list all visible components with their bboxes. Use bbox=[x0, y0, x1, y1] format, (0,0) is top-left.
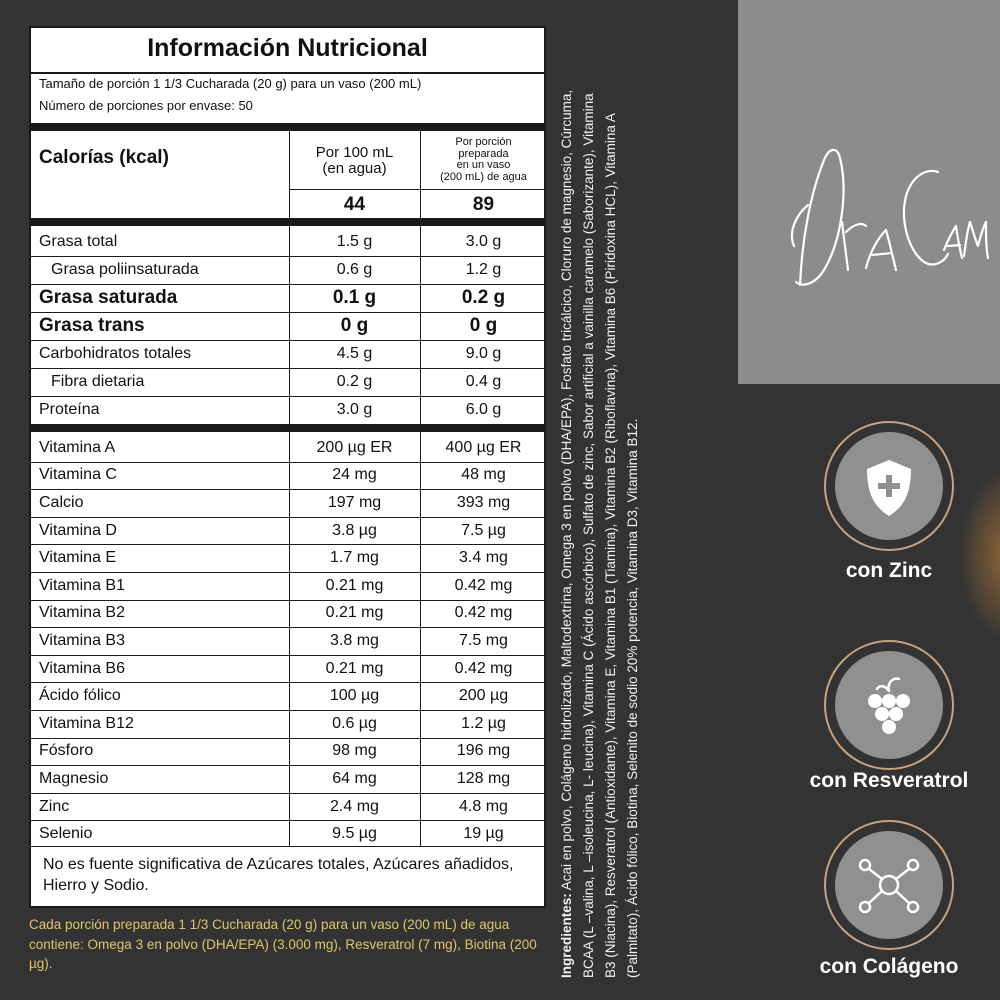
nutrient-row bbox=[31, 489, 544, 517]
value-per-serving: 7.5 mg bbox=[459, 631, 508, 649]
divider bbox=[289, 189, 546, 190]
nutrient-name: Vitamina D bbox=[39, 521, 117, 539]
column-header-per-serving bbox=[421, 137, 546, 183]
value-per-serving: 48 mg bbox=[461, 466, 506, 484]
nutrient-name: Calcio bbox=[39, 493, 84, 511]
value-per-serving: 0.4 g bbox=[465, 373, 502, 390]
nutrient-row bbox=[31, 517, 544, 545]
nutrient-name: Grasa poliinsaturada bbox=[51, 261, 199, 278]
brand-signature-logo bbox=[738, 0, 1000, 384]
value-per-serving: 7.5 µg bbox=[461, 521, 506, 539]
nutrient-name: Fósforo bbox=[39, 742, 94, 760]
value-per-100ml: 0.1 g bbox=[332, 287, 377, 308]
column-header-line: en un vaso bbox=[456, 159, 511, 172]
value-per-100ml: 1.7 mg bbox=[330, 549, 379, 567]
value-per-100ml: 1.5 g bbox=[336, 233, 373, 250]
thick-divider bbox=[31, 123, 544, 131]
divider bbox=[31, 72, 544, 74]
nutrient-name: Vitamina B6 bbox=[39, 659, 125, 677]
value-per-100ml: 0.21 mg bbox=[325, 659, 384, 677]
nutrient-row bbox=[31, 627, 544, 655]
value-per-serving: 4.8 mg bbox=[459, 797, 508, 815]
value-per-100ml: 0.6 µg bbox=[332, 714, 377, 732]
nutrient-name: Selenio bbox=[39, 825, 93, 843]
nutrient-row bbox=[31, 655, 544, 683]
column-header-line: (200 mL) de agua bbox=[440, 170, 527, 183]
nutrient-name: Grasa trans bbox=[39, 315, 145, 336]
value-per-100ml: 0 g bbox=[340, 315, 369, 336]
value-per-100ml: 0.21 mg bbox=[325, 576, 384, 594]
brand-panel bbox=[738, 0, 1000, 384]
nutrient-name: Vitamina A bbox=[39, 438, 116, 456]
value-per-100ml: 0.2 g bbox=[336, 373, 373, 390]
value-per-100ml: 98 mg bbox=[332, 742, 377, 760]
nutrient-name: Ácido fólico bbox=[39, 687, 121, 705]
resveratrol-badge-label: con Resveratrol bbox=[809, 769, 969, 792]
value-per-serving: 1.2 g bbox=[465, 261, 502, 278]
nutrient-row bbox=[31, 256, 544, 284]
value-per-serving: 0.2 g bbox=[461, 287, 506, 308]
nutrient-name: Vitamina B1 bbox=[39, 576, 125, 594]
nutrient-row bbox=[31, 462, 544, 490]
nutrient-row bbox=[31, 682, 544, 710]
nutrient-row bbox=[31, 738, 544, 766]
calories-per-100ml: 44 bbox=[343, 194, 366, 215]
nutrient-row bbox=[31, 793, 544, 821]
calories-label: Calorías (kcal) bbox=[39, 147, 169, 168]
ingredients-list bbox=[556, 78, 643, 978]
powder-decoration bbox=[960, 470, 1000, 640]
value-per-serving: 1.2 µg bbox=[461, 714, 506, 732]
nutrient-name: Vitamina B2 bbox=[39, 604, 125, 622]
value-per-serving: 400 µg ER bbox=[445, 438, 522, 456]
nutrient-name: Magnesio bbox=[39, 769, 109, 787]
shield-plus-icon bbox=[835, 432, 943, 540]
ingredients-heading: Ingredientes: bbox=[559, 893, 574, 978]
column-header-line: preparada bbox=[458, 147, 509, 160]
value-per-serving: 0.42 mg bbox=[454, 659, 513, 677]
column-header-line: (en agua) bbox=[322, 159, 387, 177]
nutrient-name: Grasa total bbox=[39, 233, 118, 250]
value-per-100ml: 100 µg bbox=[329, 687, 380, 705]
nutrient-row bbox=[31, 368, 544, 396]
column-header-per-100ml bbox=[289, 145, 420, 177]
value-per-serving: 0 g bbox=[469, 315, 498, 336]
thick-divider bbox=[31, 424, 544, 432]
divider bbox=[31, 846, 544, 847]
column-divider bbox=[420, 226, 421, 846]
thick-divider bbox=[31, 218, 544, 226]
grapes-icon bbox=[835, 651, 943, 759]
value-per-serving: 6.0 g bbox=[465, 401, 502, 418]
resveratrol-badge bbox=[835, 651, 943, 759]
value-per-serving: 200 µg bbox=[458, 687, 509, 705]
nutrition-facts-panel bbox=[29, 26, 546, 908]
value-per-100ml: 3.8 µg bbox=[332, 521, 377, 539]
nutrient-name: Zinc bbox=[39, 797, 70, 815]
value-per-serving: 128 mg bbox=[456, 769, 511, 787]
panel-title: Información Nutricional bbox=[147, 34, 428, 62]
value-per-serving: 0.42 mg bbox=[454, 604, 513, 622]
value-per-100ml: 2.4 mg bbox=[330, 797, 379, 815]
value-per-serving: 19 µg bbox=[463, 825, 504, 843]
nutrient-row bbox=[31, 228, 544, 256]
nutrient-name: Fibra dietaria bbox=[51, 373, 145, 390]
servings-per-container: Número de porciones por envase: 50 bbox=[39, 98, 253, 113]
column-header-line: Por 100 mL bbox=[315, 144, 394, 161]
nutrient-row bbox=[31, 396, 544, 424]
nutrient-row bbox=[31, 544, 544, 572]
value-per-100ml: 3.0 g bbox=[336, 401, 373, 418]
not-significant-source-note: No es fuente significativa de Azúcares totales, Azúcares añadidos, Hierro y Sodio. bbox=[43, 856, 514, 894]
value-per-100ml: 24 mg bbox=[332, 466, 377, 484]
nutrient-row bbox=[31, 572, 544, 600]
value-per-100ml: 200 µg ER bbox=[316, 438, 393, 456]
nutrient-row bbox=[31, 340, 544, 368]
value-per-serving: 3.4 mg bbox=[459, 549, 508, 567]
collagen-badge bbox=[835, 831, 943, 939]
nutrient-row bbox=[31, 765, 544, 793]
nutrient-row bbox=[31, 820, 544, 848]
nutrient-name: Proteína bbox=[39, 401, 100, 418]
value-per-serving: 9.0 g bbox=[465, 345, 502, 362]
nutrient-row bbox=[31, 600, 544, 628]
nutrient-row bbox=[31, 434, 544, 462]
value-per-serving: 0.42 mg bbox=[454, 576, 513, 594]
value-per-100ml: 0.6 g bbox=[336, 261, 373, 278]
column-divider bbox=[289, 226, 290, 846]
value-per-serving: 196 mg bbox=[456, 742, 511, 760]
zinc-badge bbox=[835, 432, 943, 540]
calories-per-serving: 89 bbox=[472, 194, 495, 215]
column-header-line: Por porción bbox=[455, 136, 512, 148]
ingredients-text: Acai en polvo, Colágeno hidrolizado, Maltodextrina, Omega 3 en polvo (DHA/EPA), Fosfato tricálcico, Cloruro de magnesio, Cúrcuma, BCAA (L –valina, L –isoleucina, L- leucina), Vitamina C (Ácido ascórbico), Sulfato de zinc, Sabor artificial a vainilla caramelo (Saborizante), Vitamina B3 (Niacina), Resveratrol (Antioxidante), Vitamina E, Vitamina B1 (Tiamina), Vitamina B2 (Riboflavina), Vitamina B6 (Piridoxina HCL), Vitamina A (Palmitato), Ácido fólico, Biotina, Selenito de sodio 20% potencia, Vitamina D3, Vitamina B12. bbox=[559, 89, 640, 978]
value-per-100ml: 64 mg bbox=[332, 769, 377, 787]
nutrient-name: Carbohidratos totales bbox=[39, 345, 192, 362]
molecule-icon bbox=[835, 831, 943, 939]
value-per-100ml: 3.8 mg bbox=[330, 631, 379, 649]
zinc-badge-label: con Zinc bbox=[845, 559, 933, 582]
nutrient-row bbox=[31, 312, 544, 340]
value-per-100ml: 197 mg bbox=[327, 493, 382, 511]
nutrient-name: Vitamina B12 bbox=[39, 714, 134, 732]
value-per-serving: 3.0 g bbox=[465, 233, 502, 250]
value-per-serving: 393 mg bbox=[456, 493, 511, 511]
serving-content-footnote: Cada porción preparada 1 1/3 Cucharada (20 g) para un vaso (200 mL) de agua contiene: Omega 3 en polvo (DHA/EPA) (3.000 mg), Resveratrol (7 mg), Biotina (200 µg). bbox=[29, 917, 537, 972]
value-per-100ml: 4.5 g bbox=[336, 345, 373, 362]
nutrient-row bbox=[31, 710, 544, 738]
serving-size: Tamaño de porción 1 1/3 Cucharada (20 g) para un vaso (200 mL) bbox=[39, 76, 422, 91]
nutrient-name: Vitamina C bbox=[39, 466, 117, 484]
collagen-badge-label: con Colágeno bbox=[819, 955, 959, 978]
value-per-100ml: 0.21 mg bbox=[325, 604, 384, 622]
nutrient-name: Grasa saturada bbox=[39, 287, 178, 308]
nutrient-name: Vitamina E bbox=[39, 549, 117, 567]
value-per-100ml: 9.5 µg bbox=[332, 825, 377, 843]
nutrient-row bbox=[31, 284, 544, 312]
nutrient-name: Vitamina B3 bbox=[39, 631, 125, 649]
